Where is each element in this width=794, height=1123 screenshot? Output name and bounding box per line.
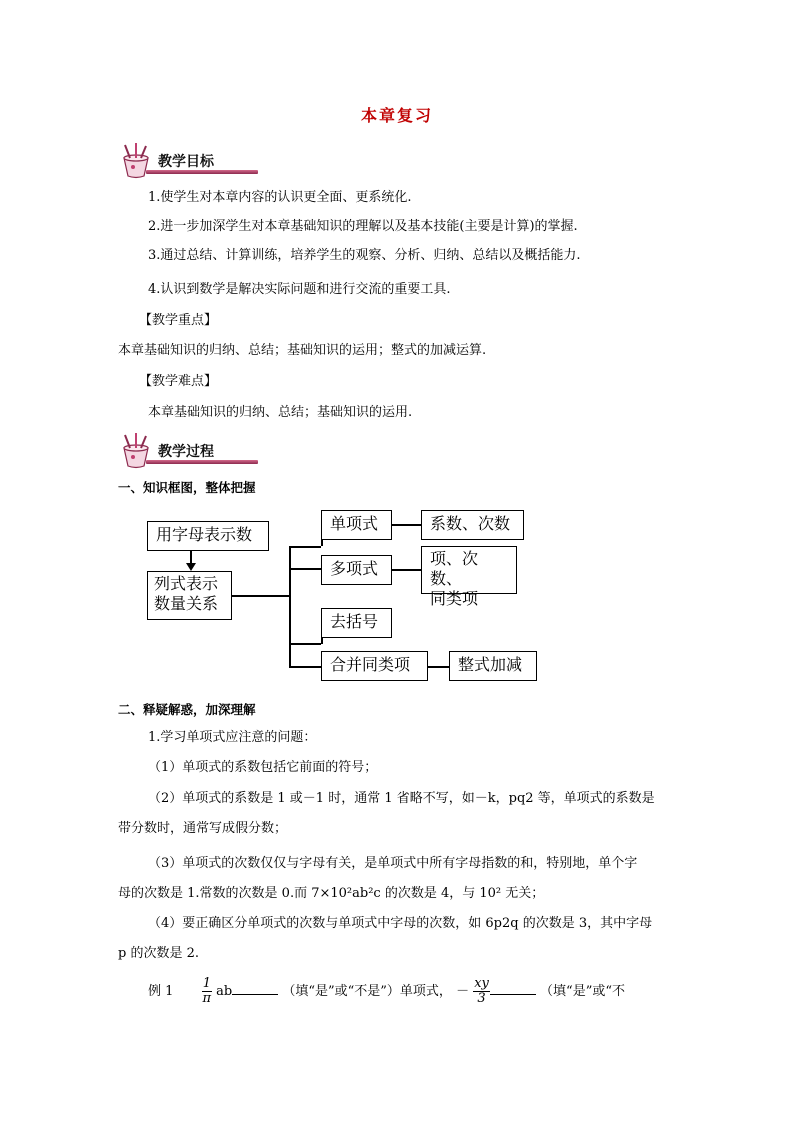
section-heading-label: 教学目标 [158,154,214,170]
note-2-line1: （2）单项式的系数是 1 或－1 时，通常 1 省略不写，如－k，pq2 等，单项式的系数是 [148,791,655,806]
note-1: （1）单项式的系数包括它前面的符号； [148,760,378,775]
box-expressions-line2: 数量关系 [154,594,219,613]
fraction-numerator: 1 [202,976,211,991]
box-brackets: 去括号 [321,608,392,638]
connector [392,569,421,571]
arrow-head-icon [186,563,196,571]
objective-2: 2.进一步加深学生对本章基础知识的理解以及基本技能(主要是计算)的掌握. [148,219,578,234]
box-polynomial-props-line1: 项、次数、 [430,549,479,588]
connector [392,524,421,526]
connector [232,595,290,597]
connector [289,643,321,645]
page-title: 本章复习 [360,106,433,125]
fraction-numerator: xy [474,976,489,991]
study-title: 1.学习单项式应注意的问题： [148,730,317,745]
connector [289,568,321,570]
objective-1: 1.使学生对本章内容的认识更全面、更系统化. [148,190,412,205]
fraction-xy-over-3 [473,977,490,1006]
note-2-line2: 带分数时，通常写成假分数； [118,821,288,836]
box-monomial: 单项式 [321,510,392,540]
example-1 [148,972,625,1012]
part1-title: 一、知识框图，整体把握 [118,480,256,495]
connector [289,666,321,668]
note-3-line2: 母的次数是 1.常数的次数是 0.而 7×10²ab²c 的次数是 4，与 10² 无关； [118,886,545,901]
box-polynomial-props [421,546,517,608]
example-text-end: （填“是”或“不 [540,984,625,999]
difficulties-label: 【教学难点】 [139,374,218,389]
box-expressions-line1: 列式表示 [154,574,219,593]
note-4-line1: （4）要正确区分单项式的次数与单项式中字母的次数，如 6p2q 的次数是 3，其中字母 [148,916,653,931]
box-letters: 用字母表示数 [147,521,269,551]
box-monomial-props: 系数、次数 [421,510,524,540]
fraction-denominator: 3 [477,991,486,1006]
example-text-mid: （填“是”或“不是”）单项式， [282,984,452,999]
connector [428,666,449,668]
fraction-denominator: π [202,991,212,1006]
key-points-label: 【教学重点】 [139,313,218,328]
part2-title: 二、释疑解惑，加深理解 [118,702,256,717]
minus-sign: － [456,984,470,999]
section-heading-label: 教学过程 [158,444,214,460]
fraction-1-over-pi [202,977,212,1006]
answer-blank-2[interactable] [490,982,536,995]
box-polynomial-props-line2: 同类项 [430,589,479,608]
answer-blank-1[interactable] [232,982,278,995]
box-polynomial: 多项式 [321,555,392,585]
difficulties-text: 本章基础知识的归纳、总结；基础知识的运用. [148,405,413,420]
note-3-line1: （3）单项式的次数仅仅与字母有关，是单项式中所有字母指数的和，特别地，单个字 [148,856,638,871]
box-add-sub: 整式加减 [449,651,537,681]
fraction-tail: ab [216,984,233,999]
connector [289,546,321,548]
key-points-text: 本章基础知识的归纳、总结；基础知识的运用；整式的加减运算. [118,343,487,358]
box-combine: 合并同类项 [321,651,428,681]
objective-4: 4.认识到数学是解决实际问题和进行交流的重要工具. [148,282,451,297]
note-4-line2: p 的次数是 2. [118,946,199,961]
example-label: 例 1 [148,984,174,999]
box-expressions [147,571,232,620]
connector [289,546,291,666]
objective-3: 3.通过总结、计算训练，培养学生的观察、分析、归纳、总结以及概括能力. [148,248,581,263]
